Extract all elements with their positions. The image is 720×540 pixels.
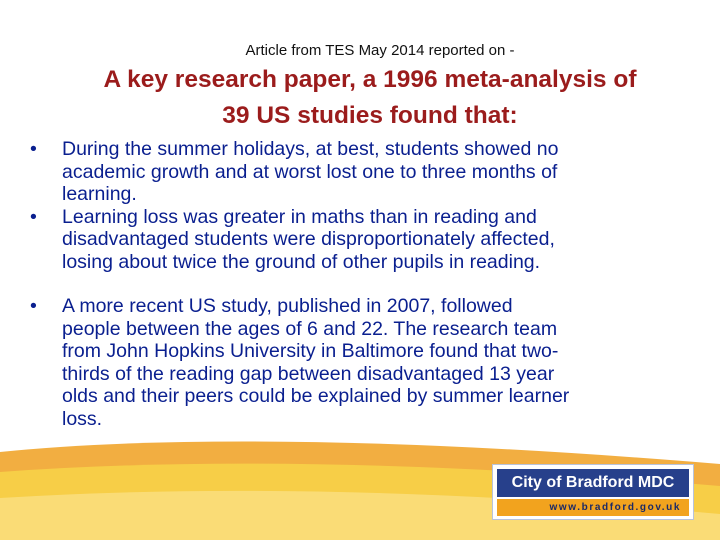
bullet-spacer	[30, 273, 698, 295]
bullet-line: olds and their peers could be explained by summer learner	[62, 385, 570, 407]
bullet-item-1	[30, 138, 698, 206]
bullet-line: academic growth and at worst lost one to three months of	[62, 160, 558, 183]
logo-url: www.bradford.gov.uk	[497, 499, 689, 516]
bullet-marker: •	[30, 205, 37, 228]
bradford-council-logo	[492, 464, 694, 520]
bullet-line: losing about twice the ground of other pupils in reading.	[62, 250, 541, 273]
bullet-line: Learning loss was greater in maths than in reading and	[62, 205, 537, 228]
logo-name: City of Bradford MDC	[497, 469, 689, 497]
bullet-marker: •	[30, 138, 37, 160]
headline-line-2: 39 US studies found that:	[222, 102, 518, 129]
bullet-line: loss.	[62, 407, 103, 430]
bullet-line: disadvantaged students were disproportionately affected,	[62, 228, 555, 250]
bullet-line: thirds of the reading gap between disadvantaged 13 year	[62, 362, 555, 385]
slide-headline	[20, 62, 720, 134]
bullet-marker: •	[30, 295, 37, 317]
bullet-line: learning.	[62, 183, 137, 205]
article-source-note: Article from TES May 2014 reported on -	[245, 42, 515, 59]
bullet-line: During the summer holidays, at best, students showed no	[62, 138, 559, 160]
bullet-line: from John Hopkins University in Baltimore found that two-	[62, 340, 559, 362]
bullet-line: people between the ages of 6 and 22. The research team	[62, 317, 558, 340]
bullet-item-3	[30, 295, 698, 430]
bullet-list	[30, 138, 698, 430]
headline-line-1: A key research paper, a 1996 meta-analysis of	[103, 66, 637, 93]
bullet-item-2	[30, 206, 698, 274]
bullet-line: A more recent US study, published in 2007, followed	[62, 295, 513, 317]
